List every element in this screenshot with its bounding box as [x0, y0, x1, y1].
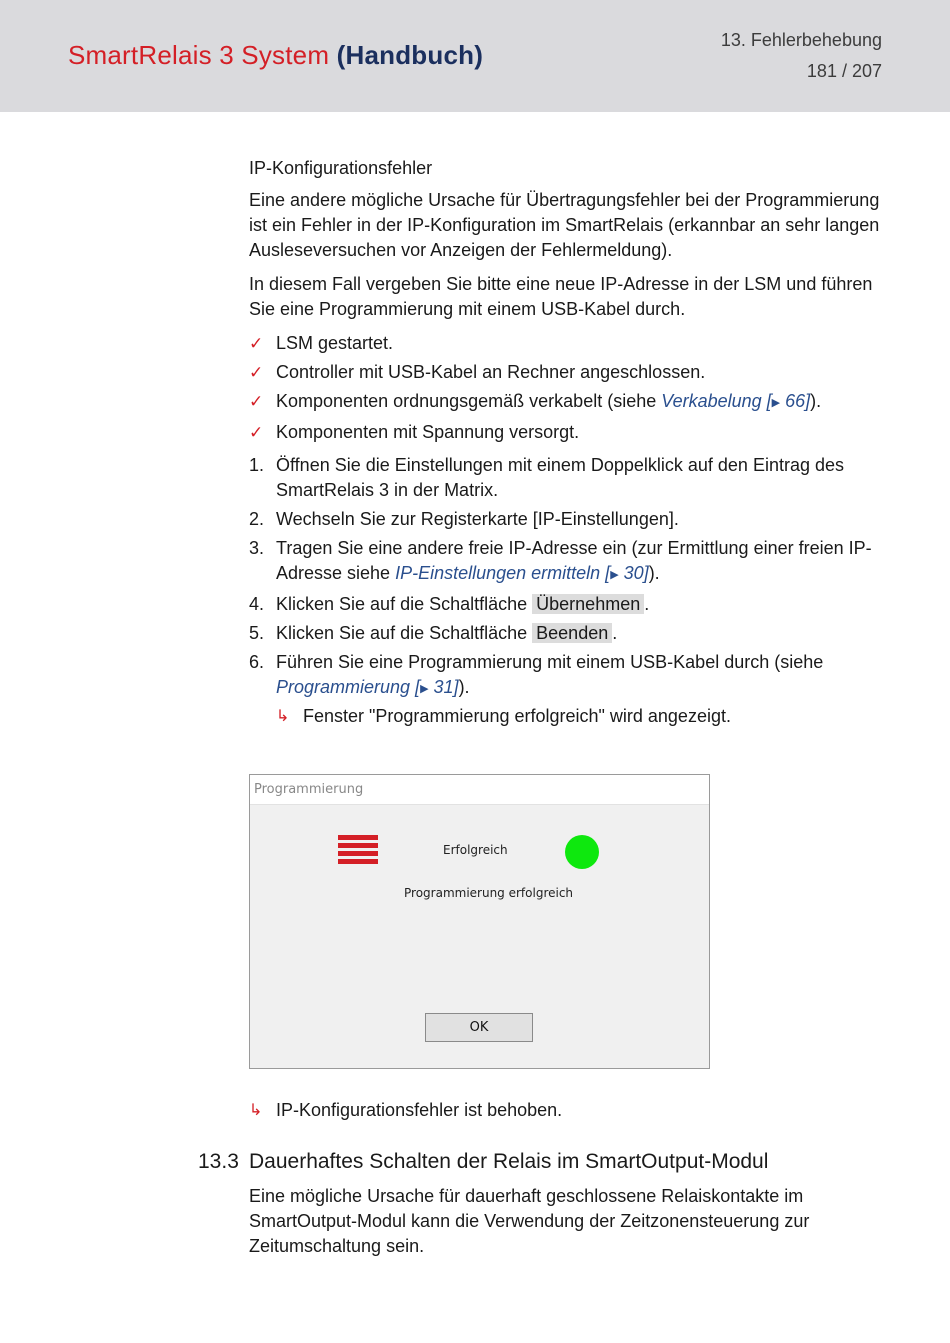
button-reference-beenden: Beenden [532, 623, 612, 643]
step-text: Wechseln Sie zur Registerkarte [IP-Einstellungen]. [276, 509, 679, 529]
step-number: 5. [249, 623, 265, 643]
result-text: IP-Konfigurationsfehler ist behoben. [276, 1100, 563, 1120]
step-number: 4. [249, 594, 265, 614]
programming-dialog-screenshot [249, 774, 710, 1069]
step-text: Klicken Sie auf die Schaltfläche [276, 594, 533, 614]
step-number: 6. [249, 652, 265, 672]
step-item [249, 507, 889, 532]
step-item: 5. Klicken Sie auf die Schaltfläche Beenden . [249, 621, 889, 646]
page-arrow-icon: ▶ [610, 569, 619, 581]
result-arrow-icon: ↳ [249, 1102, 263, 1119]
step-number: 2. [249, 509, 265, 529]
checkmark-icon: ✓ [249, 334, 264, 353]
dialog-message: Programmierung erfolgreich [404, 886, 574, 900]
page-arrow-icon: ▶ [420, 683, 429, 695]
step-item: 6. Führen Sie eine Programmierung mit einem USB-Kabel durch (siehe Programmierung [▶ 31]). ↳ Fenster "Programmierung erfolgreich" wird angezeigt. [249, 650, 889, 729]
prerequisite-item [249, 420, 889, 445]
step-list [249, 453, 889, 729]
dialog-title: Programmierung [250, 775, 709, 805]
checkmark-icon: ✓ [249, 363, 264, 382]
checkmark-icon: ✓ [249, 423, 264, 442]
paragraph: Eine mögliche Ursache für dauerhaft geschlossene Relaiskontakte im SmartOutput-Modul kann die Verwendung der Zeitzonensteuerung zur Zeitumschaltung sein. [249, 1186, 810, 1256]
button-reference-uebernehmen: Übernehmen [532, 594, 644, 614]
step-text: Klicken Sie auf die Schaltfläche [276, 623, 533, 643]
step-item: 3. Tragen Sie eine andere freie IP-Adresse ein (zur Ermittlung einer freien IP-Adresse siehe IP-Einstellungen ermitteln [▶ 30]). [249, 536, 889, 588]
prerequisite-text: LSM gestartet. [276, 333, 394, 353]
brand-subtitle: (Handbuch) [336, 40, 484, 70]
step-item: 4. Klicken Sie auf die Schaltfläche Übernehmen . [249, 592, 889, 617]
subheading: IP-Konfigurationsfehler [249, 158, 433, 178]
status-led-icon [565, 835, 599, 869]
paragraph: Eine andere mögliche Ursache für Übertragungsfehler bei der Programmierung ist ein Fehler in der IP-Konfiguration im SmartRelais (erkannbar an sehr langen Ausleseversuchen vor Anzeigen der Fehlermeldung). [249, 190, 880, 260]
page-header [0, 0, 950, 112]
step-number: 3. [249, 538, 265, 558]
step-text: Öffnen Sie die Einstellungen mit einem Doppelklick auf den Eintrag des SmartRelais 3 in der Matrix. [276, 455, 845, 500]
final-result [249, 1098, 889, 1123]
page-number: 181 / 207 [806, 61, 882, 81]
step-text: Tragen Sie eine andere freie IP-Adresse ein (zur Ermittlung einer freien IP-Adresse siehe [276, 538, 872, 583]
step-text: Führen Sie eine Programmierung mit einem USB-Kabel durch (siehe [276, 652, 824, 672]
prerequisite-text: Komponenten ordnungsgemäß verkabelt (siehe [276, 391, 662, 411]
result-text: Fenster "Programmierung erfolgreich" wird angezeigt. [303, 706, 731, 726]
paragraph: In diesem Fall vergeben Sie bitte eine neue IP-Adresse in der LSM und führen Sie eine Programmierung mit einem USB-Kabel durch. [249, 274, 873, 319]
dialog-status: Erfolgreich [443, 843, 508, 857]
link-programmierung[interactable]: Programmierung [▶ 31] [276, 677, 459, 697]
section-content [249, 156, 889, 733]
chapter-label: 13. Fehlerbehebung [720, 30, 882, 50]
step-item [249, 453, 889, 503]
link-verkabelung[interactable]: Verkabelung [▶ 66] [661, 391, 810, 411]
brand-logo-icon [338, 835, 378, 867]
section-heading: Dauerhaftes Schalten der Relais im SmartOutput-Modul [249, 1150, 769, 1173]
prerequisite-text: Komponenten mit Spannung versorgt. [276, 422, 580, 442]
step-result [276, 704, 889, 729]
page-arrow-icon: ▶ [771, 397, 781, 409]
prerequisite-item [249, 360, 889, 385]
prerequisite-item: ✓ Komponenten ordnungsgemäß verkabelt (siehe Verkabelung [▶ 66]). [249, 389, 889, 416]
ok-button[interactable]: OK [425, 1013, 533, 1042]
brand-name: SmartRelais 3 System [68, 40, 330, 70]
prerequisite-item [249, 331, 889, 356]
result-arrow-icon: ↳ [276, 708, 290, 725]
link-ip-einstellungen[interactable]: IP-Einstellungen ermitteln [▶ 30] [395, 563, 649, 583]
prerequisite-list [249, 331, 889, 445]
prerequisite-text: Controller mit USB-Kabel an Rechner angeschlossen. [276, 362, 706, 382]
checkmark-icon: ✓ [249, 392, 264, 411]
document-title [68, 40, 483, 71]
step-number: 1. [249, 455, 265, 475]
section-number: 13.3 [198, 1150, 239, 1173]
